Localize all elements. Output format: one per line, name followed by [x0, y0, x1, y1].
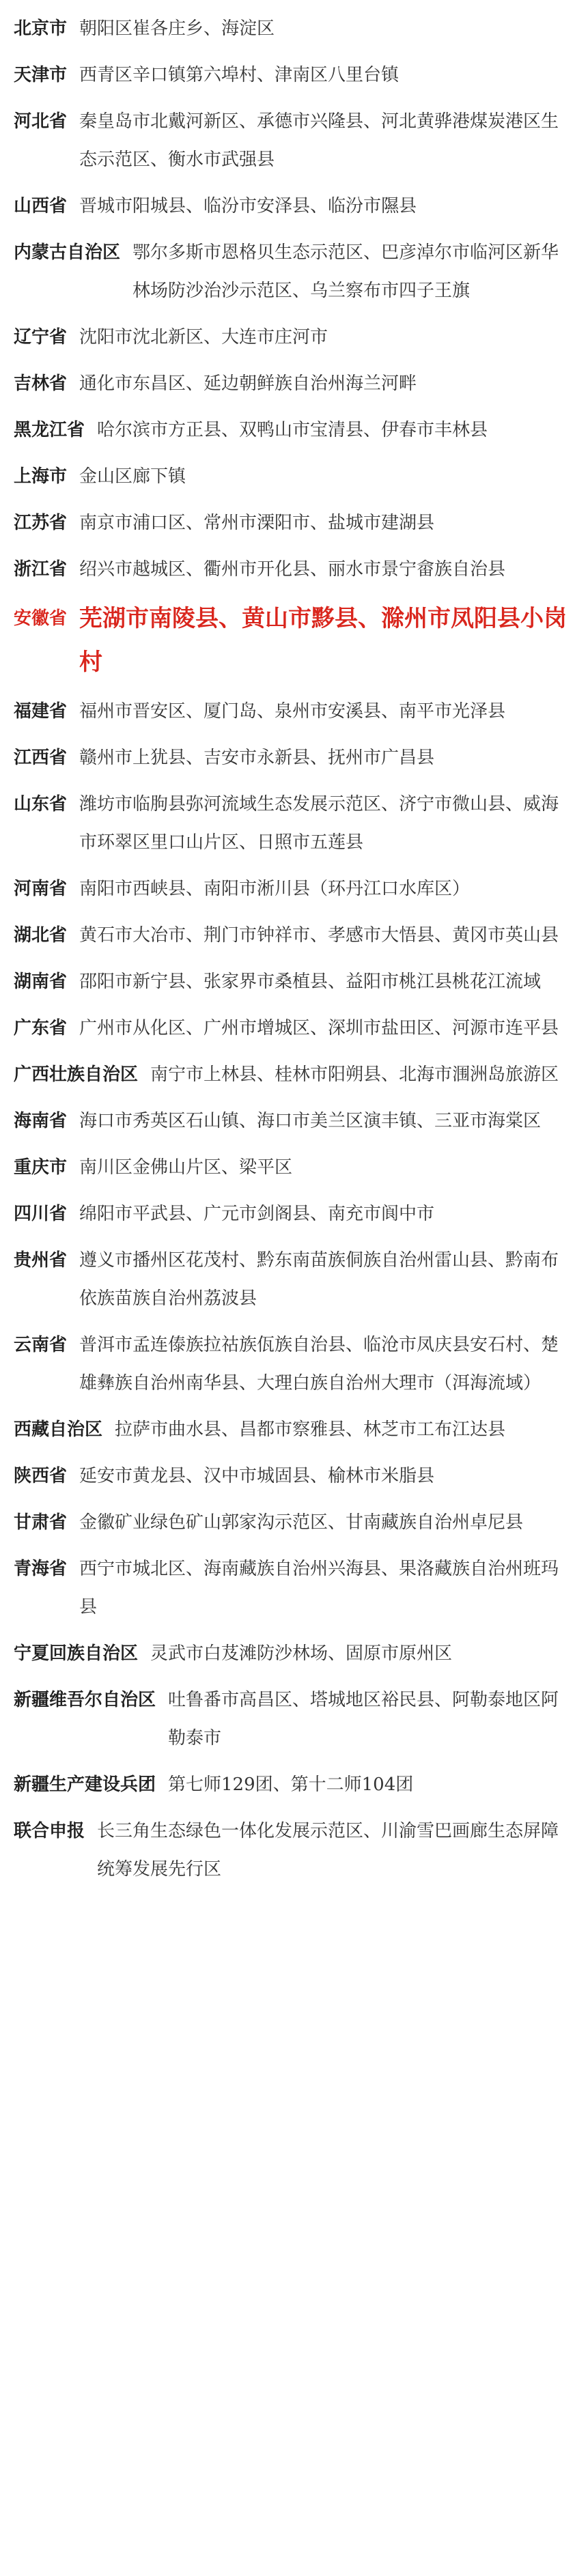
list-item-guizhou	[14, 1241, 576, 1318]
list-item-inner-mongolia	[14, 233, 576, 310]
places-text: 西宁市城北区、海南藏族自治州兴海县、果洛藏族自治州班玛县	[79, 1559, 559, 1617]
province-label: 云南省	[14, 1335, 68, 1355]
list-item-jiangxi	[14, 739, 576, 777]
list-item-hainan	[14, 1102, 576, 1140]
province-label: 辽宁省	[14, 327, 68, 348]
province-label: 青海省	[14, 1559, 68, 1579]
list-item-anhui-highlighted	[14, 597, 576, 684]
places-text: 广州市从化区、广州市增城区、深圳市盐田区、河源市连平县	[79, 1018, 559, 1038]
province-label: 天津市	[14, 65, 68, 85]
list-item-xpcc	[14, 1766, 576, 1804]
province-label: 江苏省	[14, 513, 68, 533]
province-label: 山东省	[14, 794, 68, 815]
list-item-beijing	[14, 10, 576, 48]
places-text: 金山区廊下镇	[79, 466, 186, 487]
list-item-fujian	[14, 692, 576, 731]
list-item-tibet	[14, 1411, 576, 1449]
places-text: 普洱市孟连傣族拉祜族佤族自治县、临沧市凤庆县安石村、楚雄彝族自治州南华县、大理白族自治州大理市（洱海流域）	[79, 1335, 559, 1393]
list-item-hebei	[14, 102, 576, 179]
list-item-shaanxi	[14, 1457, 576, 1495]
province-label: 广西壮族自治区	[14, 1064, 139, 1085]
list-item-chongqing	[14, 1148, 576, 1187]
list-item-yunnan	[14, 1326, 576, 1402]
province-label: 北京市	[14, 18, 68, 39]
places-text: 鄂尔多斯市恩格贝生态示范区、巴彦淖尔市临河区新华林场防沙治沙示范区、乌兰察布市四子王旗	[132, 242, 559, 301]
places-text: 长三角生态绿色一体化发展示范区、川渝雪巴画廊生态屏障统筹发展先行区	[97, 1821, 559, 1880]
list-item-xinjiang	[14, 1681, 576, 1757]
places-text: 第七师129团、第十二师104团	[168, 1774, 414, 1795]
places-text: 朝阳区崔各庄乡、海淀区	[79, 18, 275, 39]
places-text: 绍兴市越城区、衢州市开化县、丽水市景宁畲族自治县	[79, 559, 506, 580]
province-label: 宁夏回族自治区	[14, 1643, 139, 1664]
places-text: 通化市东昌区、延边朝鲜族自治州海兰河畔	[79, 373, 417, 394]
province-label: 河南省	[14, 879, 68, 899]
places-text: 延安市黄龙县、汉中市城固县、榆林市米脂县	[79, 1466, 435, 1486]
list-item-henan	[14, 870, 576, 908]
places-text: 金徽矿业绿色矿山郭家沟示范区、甘南藏族自治州卓尼县	[79, 1512, 524, 1533]
province-label: 重庆市	[14, 1157, 68, 1178]
province-label: 陕西省	[14, 1466, 68, 1486]
list-item-joint-application	[14, 1812, 576, 1888]
places-text: 绵阳市平武县、广元市剑阁县、南充市阆中市	[79, 1204, 435, 1224]
places-text: 南川区金佛山片区、梁平区	[79, 1157, 293, 1178]
places-text: 遵义市播州区花茂村、黔东南苗族侗族自治州雷山县、黔南布依族苗族自治州荔波县	[79, 1250, 559, 1309]
list-item-hubei	[14, 916, 576, 954]
province-label: 江西省	[14, 748, 68, 768]
places-text: 灵武市白芨滩防沙林场、固原市原州区	[150, 1643, 453, 1664]
province-label: 四川省	[14, 1204, 68, 1224]
province-label: 安徽省	[14, 608, 68, 629]
places-text: 晋城市阳城县、临汾市安泽县、临汾市隰县	[79, 196, 417, 216]
places-text: 南京市浦口区、常州市溧阳市、盐城市建湖县	[79, 513, 435, 533]
province-label: 新疆维吾尔自治区	[14, 1690, 156, 1710]
province-label: 海南省	[14, 1111, 68, 1131]
province-label: 山西省	[14, 196, 68, 216]
list-item-shanghai	[14, 457, 576, 496]
places-text: 赣州市上犹县、吉安市永新县、抚州市广昌县	[79, 748, 435, 768]
places-text: 黄石市大冶市、荆门市钟祥市、孝感市大悟县、黄冈市英山县	[79, 925, 559, 946]
province-label: 湖南省	[14, 972, 68, 992]
list-item-gansu	[14, 1503, 576, 1542]
list-item-heilongjiang	[14, 411, 576, 449]
province-label: 甘肃省	[14, 1512, 68, 1533]
places-text: 哈尔滨市方正县、双鸭山市宝清县、伊春市丰林县	[97, 420, 488, 440]
province-label: 内蒙古自治区	[14, 242, 121, 263]
province-label: 西藏自治区	[14, 1419, 103, 1440]
province-label: 吉林省	[14, 373, 68, 394]
province-label: 新疆生产建设兵团	[14, 1774, 156, 1795]
places-text: 吐鲁番市高昌区、塔城地区裕民县、阿勒泰地区阿勒泰市	[168, 1690, 559, 1749]
list-item-tianjin	[14, 56, 576, 94]
list-item-liaoning	[14, 318, 576, 356]
places-text: 沈阳市沈北新区、大连市庄河市	[79, 327, 328, 348]
list-item-ningxia	[14, 1634, 576, 1673]
province-label: 浙江省	[14, 559, 68, 580]
list-item-guangdong	[14, 1009, 576, 1047]
province-label: 联合申报	[14, 1821, 85, 1841]
list-item-jiangsu	[14, 504, 576, 542]
list-item-qinghai	[14, 1550, 576, 1626]
province-label: 黑龙江省	[14, 420, 85, 440]
list-item-jilin	[14, 365, 576, 403]
province-label: 上海市	[14, 466, 68, 487]
places-text: 芜湖市南陵县、黄山市黟县、滁州市凤阳县小岗村	[79, 605, 568, 676]
places-text: 南宁市上林县、桂林市阳朔县、北海市涠洲岛旅游区	[150, 1064, 559, 1085]
places-text: 西青区辛口镇第六埠村、津南区八里台镇	[79, 65, 400, 85]
places-text: 福州市晋安区、厦门岛、泉州市安溪县、南平市光泽县	[79, 701, 506, 722]
province-label: 福建省	[14, 701, 68, 722]
places-text: 秦皇岛市北戴河新区、承德市兴隆县、河北黄骅港煤炭港区生态示范区、衡水市武强县	[79, 111, 559, 170]
province-label: 河北省	[14, 111, 68, 132]
province-label: 广东省	[14, 1018, 68, 1038]
province-label: 湖北省	[14, 925, 68, 946]
province-label: 贵州省	[14, 1250, 68, 1271]
list-item-shanxi	[14, 187, 576, 225]
list-item-hunan	[14, 963, 576, 1001]
list-item-shandong	[14, 785, 576, 862]
list-item-guangxi	[14, 1056, 576, 1094]
places-text: 潍坊市临朐县弥河流域生态发展示范区、济宁市微山县、威海市环翠区里口山片区、日照市五莲县	[79, 794, 559, 853]
places-text: 南阳市西峡县、南阳市淅川县（环丹江口水库区）	[79, 879, 471, 899]
places-text: 邵阳市新宁县、张家界市桑植县、益阳市桃江县桃花江流域	[79, 972, 542, 992]
list-item-zhejiang	[14, 550, 576, 589]
places-text: 海口市秀英区石山镇、海口市美兰区演丰镇、三亚市海棠区	[79, 1111, 542, 1131]
list-item-sichuan	[14, 1195, 576, 1233]
places-text: 拉萨市曲水县、昌都市察雅县、林芝市工布江达县	[115, 1419, 506, 1440]
